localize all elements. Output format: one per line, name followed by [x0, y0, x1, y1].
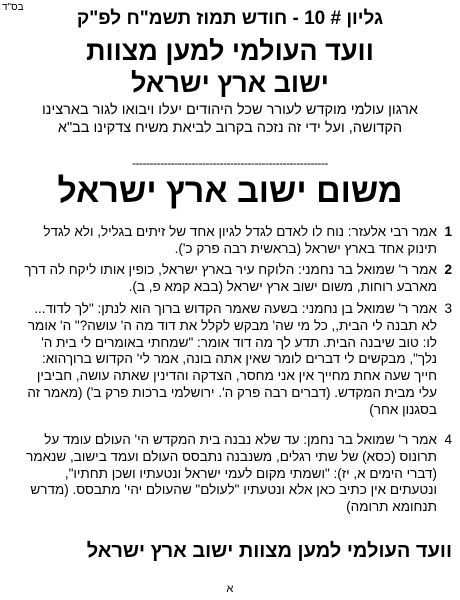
- item-number: 2: [444, 262, 452, 277]
- issue-line: גליון # 10 - חודש תמוז תשמ"ח לפ"ק: [76, 8, 384, 29]
- list-item: [20, 224, 452, 258]
- item-text: אמר ר' שמואל בן נחמני: בשעה שאמר הקדוש ברוך הוא לנתן: "לך לדוד... לא תבנה לי הבית,, כל מי שה' מבקש לקלל את דוד מה ה' עושה?" ה' אומר לו: טוב שיבנה הבית. תדע לך מה דוד אומר: "שמחתי באומרים לי בית ה' נלך", מבקשים לי דברים לומר שאין אתה בונה, אמר לי' הקדוש ברוךהוא: חייך שעה אחת מחייך אין אני מחסר, הצדקה והדינין שאתה עושה, חביבין עלי מבית המקדש. (דברים רבה פרק ה'. ירושלמי ברכות פרק ב') (מאמר זה בסגנון אחר): [27, 301, 437, 417]
- item-number: 1: [444, 224, 452, 239]
- divider-line: --------------------------------------------------------: [132, 156, 328, 170]
- item-number: 4: [444, 432, 452, 447]
- org-name: וועד העולמי למען מצוות: [86, 36, 374, 66]
- item-text: אמר ר' שמואל בר נחמני: הלוקח עיר בארץ ישראל, כופין אותו ליקח לה דרך מארבע רוחות, משום ישוב ארץ ישראל (בבא קמא פ, ב).: [24, 262, 437, 294]
- org-subtitle: ישוב ארץ ישראל: [131, 68, 329, 98]
- org-description: ארגון עולמי מוקדש לעורר שכל היהודים יעלו ויבואו לגור בארצינו הקדושה, ועל ידי זה נזכה בקרוב לביאת משיח צדקינו בב"א: [42, 102, 418, 136]
- corner-mark: בס"ד: [2, 2, 24, 13]
- page-number: א: [226, 583, 234, 595]
- item-number: 3: [444, 301, 452, 316]
- page-title: משום ישוב ארץ ישראל: [57, 172, 403, 210]
- item-text: אמר רבי אלעזר: נוח לו לאדם לגדל לגיון אחד של זיתים בגליל, ולא לגדל תינוק אחד בארץ ישראל (בראשית רבה פרק כ').: [43, 224, 437, 256]
- list-item: [20, 262, 452, 296]
- list-item: [20, 432, 452, 516]
- footer-org-line: וועד העולמי למען מצוות ישוב ארץ ישראל: [86, 540, 452, 562]
- item-text: אמר ר' שמואל בר נחמן: עד שלא נבנה בית המקדש הי' העולם עומד על תרונוס (כסא) של שתי רגלים, משנבנה נתבסס העולם ועמד בישוב, שנאמר (דברי הימים א, יז): "ושמתי מקום לעמי ישראל ונטעתיו ושכן תחתיו", ונטעתים אין כתיב כאן אלא ונטעתיו "לעולם" שהעולם יהי' מתבסס. (מדרש תנחומא תרומה): [26, 432, 437, 515]
- list-item: [20, 301, 452, 419]
